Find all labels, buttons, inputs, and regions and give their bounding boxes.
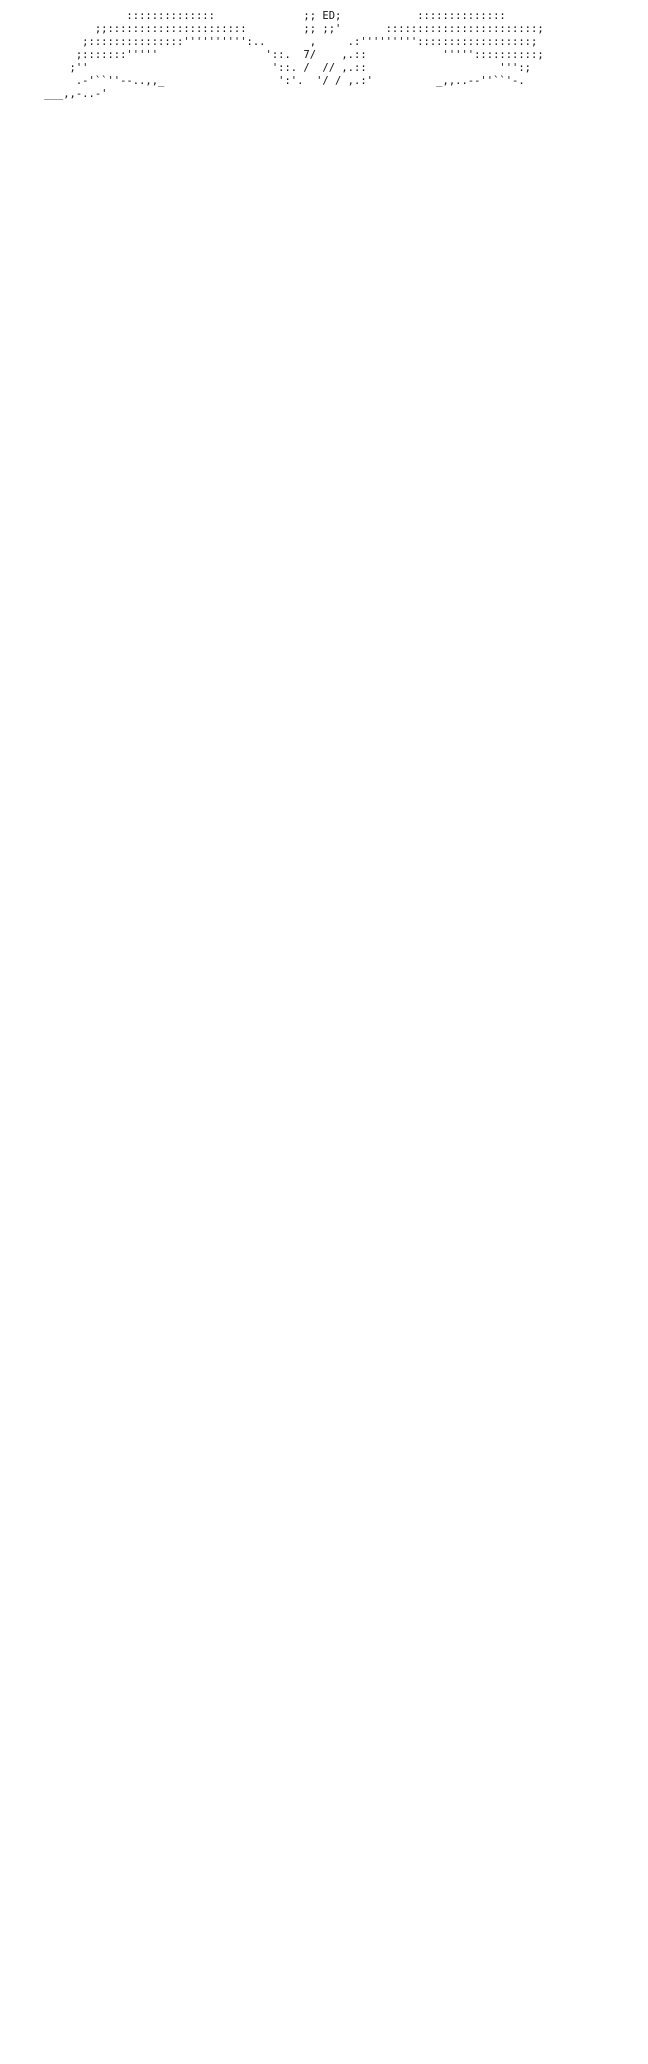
- header-ascii-art: :::::::::::::: ;; ED; :::::::::::::: ;;:::::::::::::::::::::: ;; ;;' ::::::::::::::::::::::::; ;:::::::::::::::'''''''''':.. , .:'''''''''::::::::::::::::::; ;:::::::''''' '::. 7/ ,.:: '''''::::::::::; ;'' '::. / // ,.:: ''':; .-'``''--..,,_ ':'. '/ / ,.:' _,,..--''``'-. ___,,-..-': [44, 10, 544, 100]
